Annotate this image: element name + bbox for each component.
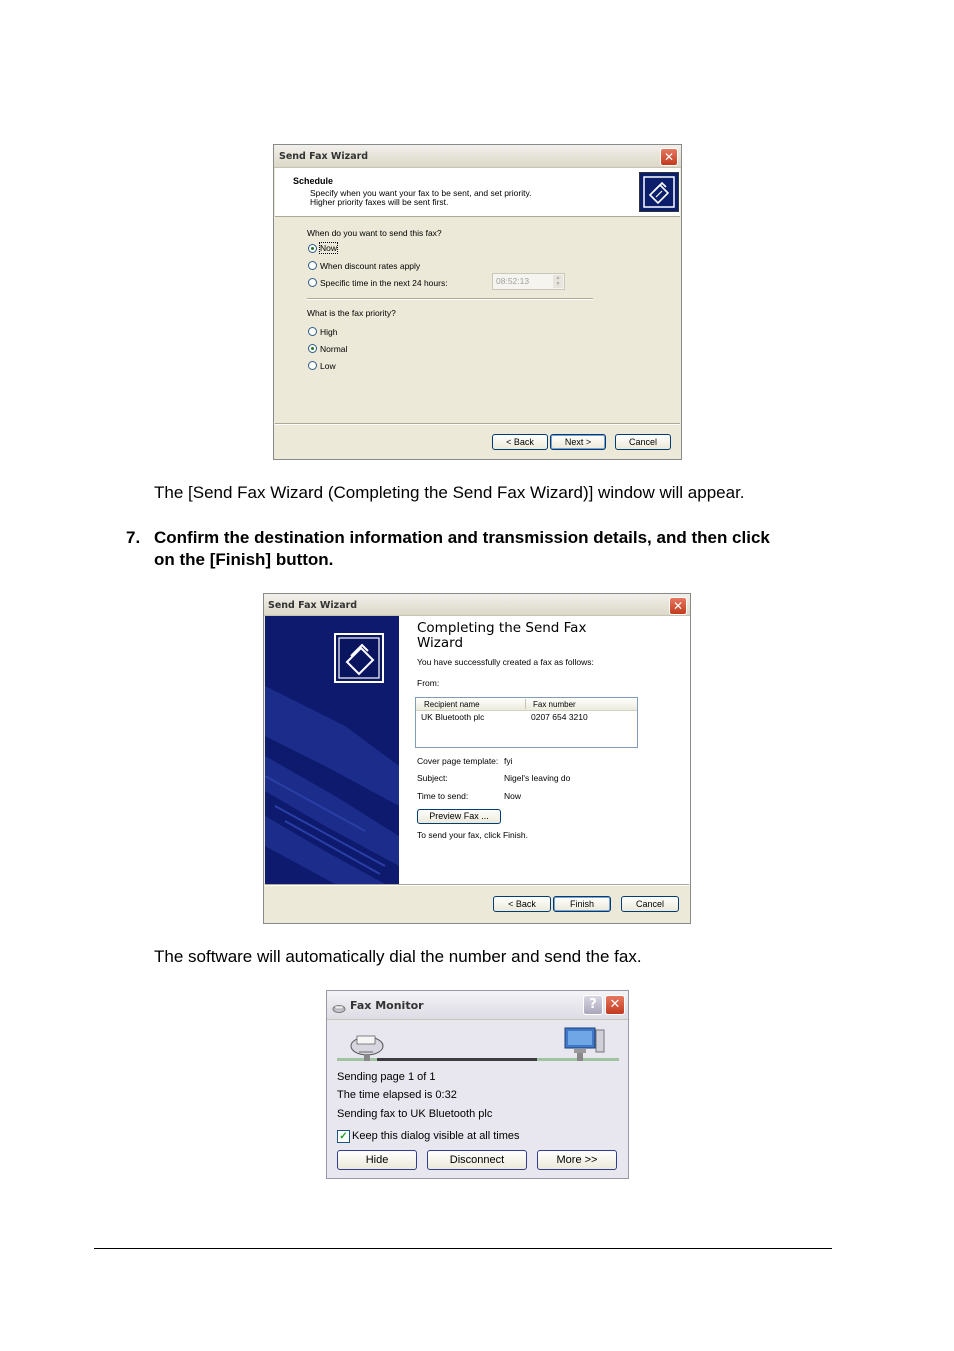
close-icon[interactable]: ✕ (660, 148, 678, 166)
window-title: Send Fax Wizard (279, 151, 369, 162)
wizard-header (275, 168, 680, 217)
next-button[interactable]: Next > (550, 434, 606, 450)
radio-now-label: Now (320, 243, 338, 253)
radio-now[interactable] (308, 244, 317, 253)
transfer-animation (337, 1024, 619, 1066)
schedule-titlebar (274, 145, 681, 168)
radio-high[interactable] (308, 327, 317, 336)
help-icon[interactable]: ? (583, 995, 603, 1015)
keep-visible-label: Keep this dialog visible at all times (352, 1130, 520, 1142)
recipient-name-cell: UK Bluetooth plc (421, 712, 485, 722)
radio-high-label: High (320, 327, 338, 337)
hide-button[interactable]: Hide (337, 1150, 417, 1170)
monitor-titlebar (327, 991, 628, 1020)
status-line-2: The time elapsed is 0:32 (337, 1089, 457, 1101)
finish-note: To send your fax, click Finish. (417, 830, 529, 840)
status-line-1: Sending page 1 of 1 (337, 1071, 436, 1083)
radio-normal-label: Normal (320, 344, 348, 354)
window-title: Send Fax Wizard (268, 600, 358, 611)
cover-label: Cover page template: (417, 756, 499, 766)
step-number: 7. (126, 528, 141, 547)
wizard-desc-1: Specify when you want your fax to be sent, and set priority. (310, 188, 532, 198)
table-header (416, 698, 637, 711)
wizard-content (399, 616, 690, 884)
step-line-1: Confirm the destination information and transmission details, and then click (154, 528, 770, 547)
complete-heading-2: Wizard (417, 635, 464, 651)
col-recipient-name: Recipient name (424, 700, 480, 709)
wizard-desc-2: Higher priority faxes will be sent first. (310, 197, 449, 207)
cover-value: fyi (504, 756, 513, 766)
separator (307, 298, 593, 300)
radio-discount-label: When discount rates apply (320, 261, 421, 271)
time-label: Time to send: (417, 791, 469, 801)
complete-titlebar (264, 594, 690, 616)
back-button[interactable]: < Back (493, 896, 551, 912)
col-divider (525, 699, 526, 709)
subject-label: Subject: (417, 773, 448, 783)
paragraph-auto-dial: The software will automatically dial the number and send the fax. (154, 947, 642, 966)
wizard-sidebar (265, 616, 399, 884)
back-button[interactable]: < Back (492, 434, 548, 450)
radio-discount[interactable] (308, 261, 317, 270)
col-fax-number: Fax number (533, 700, 576, 709)
wizard-heading: Schedule (293, 176, 334, 186)
radio-normal[interactable] (308, 344, 317, 353)
complete-window (263, 593, 691, 924)
table-row[interactable] (416, 711, 637, 723)
finish-button[interactable]: Finish (553, 896, 611, 912)
complete-heading-1: Completing the Send Fax (417, 620, 587, 636)
cancel-button[interactable]: Cancel (615, 434, 671, 450)
close-icon[interactable]: ✕ (605, 995, 625, 1015)
time-value: Now (504, 791, 522, 801)
schedule-window (273, 144, 682, 460)
when-question: When do you want to send this fax? (307, 228, 442, 238)
radio-low[interactable] (308, 361, 317, 370)
computer-icon (565, 1028, 604, 1061)
radio-specific-label: Specific time in the next 24 hours: (320, 278, 448, 288)
footer-separator (265, 884, 689, 886)
radio-low-label: Low (320, 361, 336, 371)
recipient-table (415, 697, 638, 748)
footer-rule (94, 1248, 832, 1249)
more-button[interactable]: More >> (537, 1150, 617, 1170)
cancel-button[interactable]: Cancel (621, 896, 679, 912)
preview-fax-button[interactable]: Preview Fax ... (417, 809, 501, 824)
window-title: Fax Monitor (350, 999, 424, 1012)
paragraph-window-appear: The [Send Fax Wizard (Completing the Send Fax Wizard)] window will appear. (154, 483, 745, 502)
step-line-2: on the [Finish] button. (154, 550, 334, 569)
fax-monitor-window (326, 990, 629, 1179)
fax-logo-icon (639, 172, 679, 212)
spinner-arrows-icon[interactable]: ▲ ▼ (553, 275, 563, 288)
radio-specific-time[interactable] (308, 278, 317, 287)
keep-visible-checkbox[interactable]: ✓ (337, 1130, 350, 1143)
time-value: 08:52:13 (496, 276, 530, 286)
fax-machine-icon (351, 1036, 383, 1061)
success-text: You have successfully created a fax as follows: (417, 657, 594, 667)
time-spinner[interactable] (492, 273, 565, 290)
status-line-3: Sending fax to UK Bluetooth plc (337, 1108, 493, 1120)
priority-question: What is the fax priority? (307, 308, 396, 318)
close-icon[interactable]: ✕ (669, 597, 687, 615)
subject-value: Nigel's leaving do (504, 773, 571, 783)
disconnect-button[interactable]: Disconnect (427, 1150, 527, 1170)
from-label: From: (417, 678, 440, 688)
fax-number-cell: 0207 654 3210 (531, 712, 588, 722)
footer-separator (275, 423, 680, 425)
fax-app-icon (332, 999, 346, 1009)
